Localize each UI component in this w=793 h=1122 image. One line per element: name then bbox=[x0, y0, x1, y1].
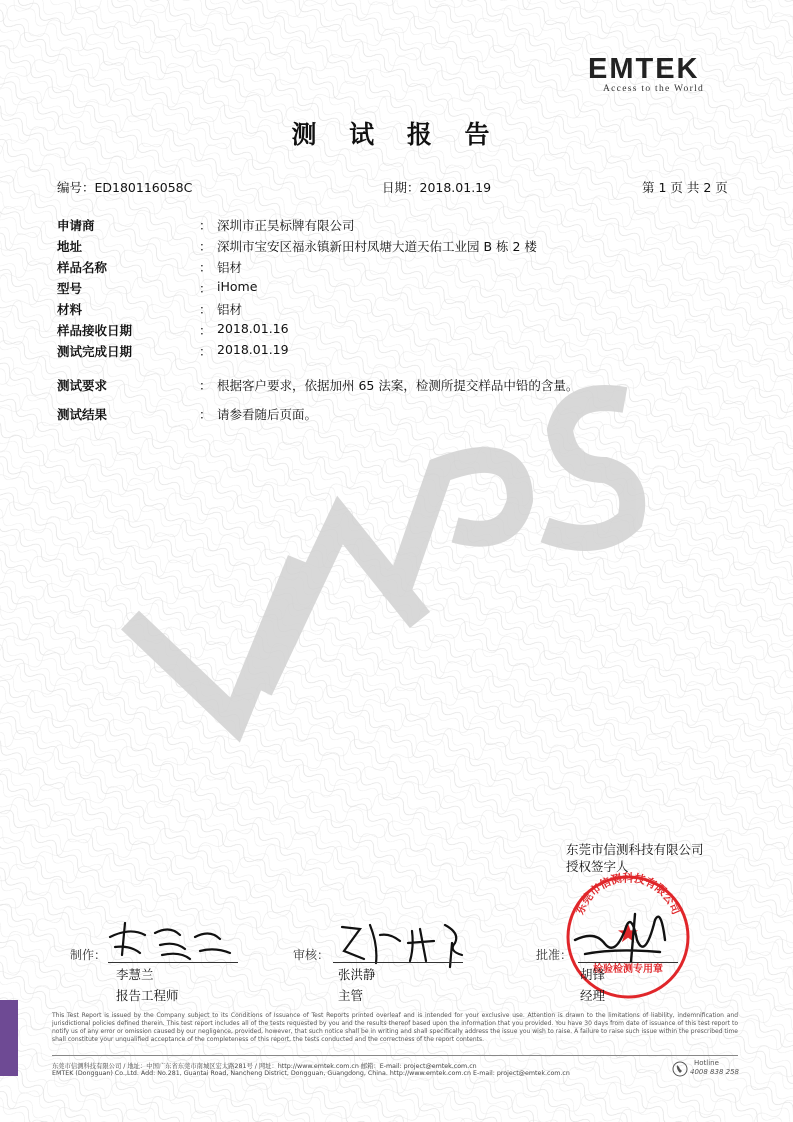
footer-divider bbox=[52, 1055, 738, 1056]
report-title: 测 试 报 告 bbox=[291, 120, 502, 149]
field-label: 测试结果 bbox=[57, 407, 108, 422]
signature-line bbox=[333, 962, 463, 963]
field-colon: ： bbox=[199, 281, 212, 296]
field-label: 申请商 bbox=[57, 218, 95, 233]
field-label: 地址 bbox=[57, 239, 83, 254]
field-colon: ： bbox=[199, 323, 212, 338]
logo-wordmark: EMTEK bbox=[588, 53, 700, 85]
footer-address-en: EMTEK (Dongguan) Co.,Ltd. Add: No.281, Guantai Road, Nancheng District, Dongguan, Guangdong, China. http://www.emtek.com.cn E-mail: project@emtek.com.cn bbox=[52, 1070, 570, 1077]
field-label: 样品名称 bbox=[57, 260, 108, 275]
field-value: 2018.01.16 bbox=[217, 321, 289, 336]
logo-tagline: Access to the World bbox=[603, 84, 705, 94]
hotline-label: Hotline bbox=[694, 1059, 719, 1067]
field-colon: ： bbox=[199, 239, 212, 254]
signer-title: 主管 bbox=[338, 988, 364, 1003]
handwritten-signature bbox=[565, 900, 685, 970]
signer-title: 报告工程师 bbox=[116, 988, 179, 1003]
field-colon: ： bbox=[199, 407, 212, 422]
hotline-number: 4008 838 258 bbox=[690, 1068, 739, 1076]
field-colon: ： bbox=[199, 378, 212, 393]
field-value: 请参看随后页面。 bbox=[217, 407, 318, 422]
authority-signatory: 授权签字人 bbox=[566, 859, 629, 874]
handwritten-signature bbox=[100, 915, 240, 965]
signer-name: 张洪静 bbox=[338, 967, 376, 982]
signer-name: 李慧兰 bbox=[116, 967, 154, 982]
field-value: 铝材 bbox=[217, 302, 243, 317]
footer-address-cn: 东莞市信测科技有限公司 / 地址：中国广东省东莞市南城区宏太路281号 / 网址：http://www.emtek.com.cn 邮箱：E-mail: project@emtek.com.cn bbox=[52, 1063, 477, 1070]
field-label: 材料 bbox=[57, 302, 83, 317]
report-number: 编号：ED180116058C bbox=[57, 180, 193, 195]
field-value: 深圳市宝安区福永镇新田村凤塘大道天佑工业园 B 栋 2 楼 bbox=[217, 239, 537, 254]
seal-subtext: 检验检测专用章 bbox=[593, 964, 663, 975]
sig-role-label: 批准： bbox=[536, 948, 573, 962]
sig-role-label: 制作： bbox=[70, 948, 107, 962]
signer-title: 经理 bbox=[580, 988, 606, 1003]
phone-icon bbox=[672, 1061, 688, 1077]
field-colon: ： bbox=[199, 218, 212, 233]
hotline bbox=[672, 1059, 742, 1081]
field-label: 测试完成日期 bbox=[57, 344, 133, 359]
svg-text:★: ★ bbox=[616, 919, 640, 949]
signature-line bbox=[108, 962, 238, 963]
seal-text: 东莞市信测科技有限公司 bbox=[573, 871, 683, 917]
page-indicator: 第 1 页 共 2 页 bbox=[642, 180, 728, 195]
signer-name: 胡锋 bbox=[580, 967, 606, 982]
field-value: 根据客户要求，依据加州 65 法案，检测所提交样品中铅的含量。 bbox=[217, 378, 579, 393]
side-color-bar bbox=[0, 1000, 18, 1076]
field-label: 测试要求 bbox=[57, 378, 108, 393]
field-value: 铝材 bbox=[217, 260, 243, 275]
field-colon: ： bbox=[199, 302, 212, 317]
signature-line bbox=[578, 962, 678, 963]
field-label: 样品接收日期 bbox=[57, 323, 133, 338]
field-value: iHome bbox=[217, 279, 258, 294]
field-colon: ： bbox=[199, 260, 212, 275]
company-logo bbox=[588, 54, 738, 98]
field-colon: ： bbox=[199, 344, 212, 359]
field-value: 2018.01.19 bbox=[217, 342, 289, 357]
legal-disclaimer: This Test Report is issued by the Company subject to its Conditions of Issuance of Test Reports printed overleaf and is intended for your exclusive use. Attention is drawn to the limitations of liability, indemnification and jurisdictional policies defined therein. This test report includes all of the tests requested by you and the results thereof based upon the information that you provided. You have 30 days from date of issuance of this test report to notify us of any error or omission caused by our negligence, provided, however, that such notice shall be in writing and shall specifically address the issue you wish to raise. A failure to raise such issue within the prescribed time shall constitute your unqualified acceptance of the completeness of this report, the tests conducted and the correctness of the report contents. bbox=[52, 1012, 738, 1043]
authority-company: 东莞市信测科技有限公司 bbox=[566, 842, 704, 857]
field-value: 深圳市正昊标牌有限公司 bbox=[217, 218, 355, 233]
field-label: 型号 bbox=[57, 281, 83, 296]
sig-role-label: 审核： bbox=[293, 948, 330, 962]
report-date: 日期：2018.01.19 bbox=[382, 180, 492, 195]
